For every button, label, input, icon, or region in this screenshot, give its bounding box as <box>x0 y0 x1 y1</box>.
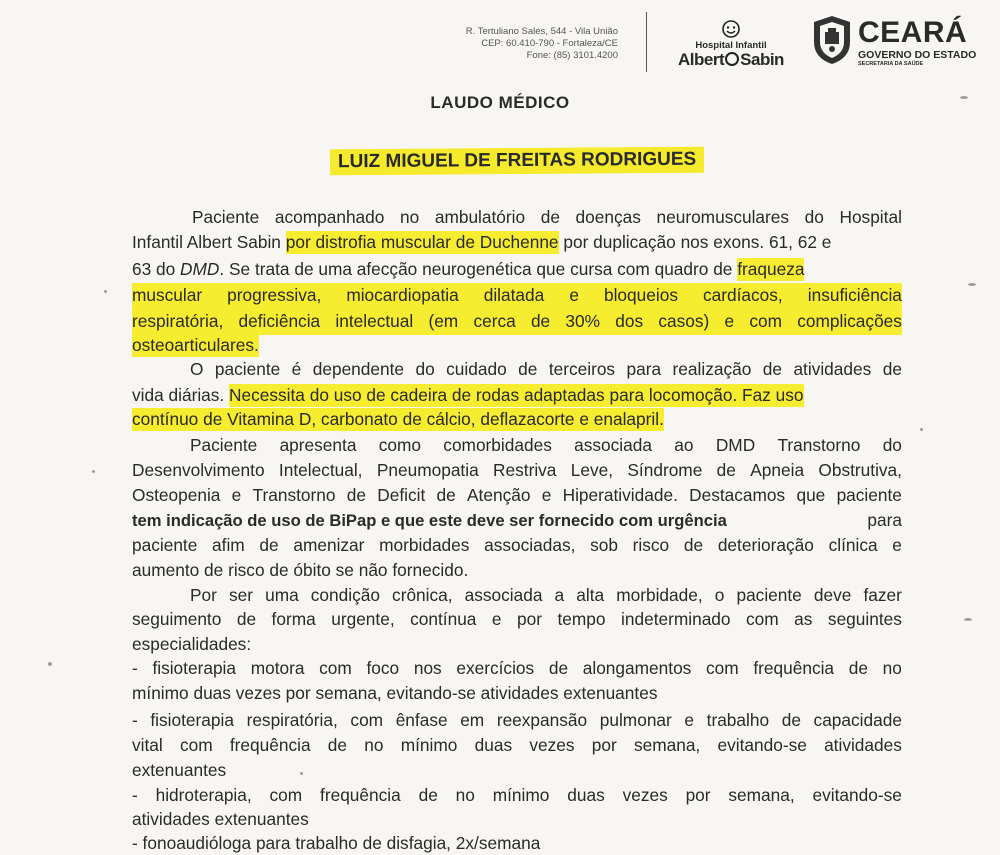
word: com <box>746 609 779 629</box>
paper-speck <box>48 662 52 666</box>
word: é <box>291 359 302 379</box>
word: motora <box>250 658 305 678</box>
text-span: . Se trata de uma afecção neurogenética que cursa com quadro de <box>219 259 738 279</box>
word: muscular <box>132 285 203 305</box>
word: e <box>541 485 552 505</box>
text-span: vida diárias. <box>132 385 225 405</box>
word: de <box>346 485 366 505</box>
word: frequência <box>753 658 835 678</box>
word: atividades <box>824 735 902 755</box>
word: de <box>683 535 704 555</box>
paper-speck <box>104 290 107 293</box>
highlighted-text: Necessita do uso de cadeira de rodas adaptadas para locomoção. Faz uso <box>229 385 804 405</box>
text-span: 63 do <box>132 259 181 279</box>
header-divider <box>646 12 647 72</box>
highlighted-diagnosis: por distrofia muscular de Duchenne <box>285 232 559 252</box>
word: Obstrutiva, <box>818 460 902 480</box>
state-name: CEARÁ <box>858 16 968 49</box>
word: paciente <box>214 359 281 379</box>
word: de <box>327 735 348 755</box>
word: tempo <box>557 609 606 629</box>
word: evitando-se <box>812 785 902 805</box>
word: como <box>378 435 421 455</box>
word: ênfase <box>395 710 448 730</box>
word: ao <box>674 435 694 455</box>
government-logo <box>858 18 988 68</box>
text-span: aumento de risco de óbito se não fornecido. <box>132 560 469 580</box>
word: de <box>540 207 560 227</box>
word: deficiência <box>238 311 321 331</box>
word: de <box>530 311 551 331</box>
highlighted-text: contínuo de Vitamina D, carbonato de cálcio, deflazacorte e enalapril. <box>132 409 664 429</box>
word: condição <box>310 585 380 605</box>
word: seguintes <box>827 609 902 629</box>
word: vezes <box>529 735 575 755</box>
word: a <box>554 585 565 605</box>
word: associada <box>574 435 652 455</box>
word: no <box>400 207 420 227</box>
word: que <box>796 485 826 505</box>
word: indeterminado <box>621 609 731 629</box>
text-line-highlighted <box>132 284 902 307</box>
word: paciente <box>836 485 902 505</box>
hospital-address <box>440 26 618 62</box>
word: cerca <box>473 311 516 331</box>
text-line <box>132 334 902 357</box>
word: do <box>415 359 435 379</box>
word: por <box>685 785 711 805</box>
word: O <box>190 359 204 379</box>
word: forma <box>271 609 316 629</box>
government-label: GOVERNO DO ESTADO <box>858 49 977 61</box>
word: por <box>517 609 543 629</box>
word: (em <box>428 311 459 331</box>
word: de <box>548 658 569 678</box>
word: no <box>455 785 475 805</box>
word: fazer <box>863 585 902 605</box>
word: respiratória, <box>132 311 224 331</box>
word: intelectual <box>335 311 414 331</box>
text-line <box>132 231 902 254</box>
word: crônica, <box>392 585 453 605</box>
word: paciente <box>736 585 802 605</box>
word: afim <box>212 535 245 555</box>
word: amenizar <box>293 535 365 555</box>
word: Paciente <box>190 435 258 455</box>
word: para <box>626 359 662 379</box>
text-line <box>190 358 902 381</box>
paper-speck <box>964 618 972 621</box>
word: pulmonar <box>599 710 672 730</box>
word: dilatada <box>483 285 545 305</box>
word: Transtorno <box>252 485 336 505</box>
word: de <box>518 359 538 379</box>
text-span: extenuantes <box>132 760 227 780</box>
word: - <box>132 658 138 678</box>
word: realização <box>672 359 752 379</box>
word: Paciente <box>192 207 260 227</box>
word: do <box>804 207 824 227</box>
list-item-line <box>132 682 902 705</box>
word: 30% <box>565 311 600 331</box>
document-title: LAUDO MÉDICO <box>430 93 570 112</box>
list-item-line <box>132 734 902 757</box>
word: Osteopenia <box>132 485 221 505</box>
word: ser <box>228 585 253 605</box>
word: do <box>882 435 902 455</box>
word: com <box>319 658 352 678</box>
word: e <box>231 485 242 505</box>
word: de <box>781 710 801 730</box>
word: acompanhado <box>274 207 385 227</box>
state-seal-icon <box>810 14 854 66</box>
text-line <box>192 206 902 229</box>
word: duas <box>474 735 513 755</box>
word: dependente <box>312 359 405 379</box>
word: semana, <box>633 735 701 755</box>
list-item-line <box>132 709 902 732</box>
text-line <box>190 434 902 457</box>
word: bloqueios <box>603 285 678 305</box>
word: DMD <box>715 435 756 455</box>
word: de <box>848 658 868 678</box>
word: deterioração <box>717 535 814 555</box>
list-item-line <box>132 759 902 782</box>
word: cuidado <box>446 359 507 379</box>
secretariat-label: SECRETARIA DA SAÚDE <box>858 61 924 67</box>
word: comorbidades <box>443 435 552 455</box>
word: de <box>259 535 279 555</box>
word: exercícios <box>456 658 535 678</box>
word: o <box>714 585 725 605</box>
word: com <box>179 735 213 755</box>
hospital-logo <box>676 20 786 72</box>
word: de <box>762 359 782 379</box>
word: foco <box>366 658 400 678</box>
word: duas <box>567 785 605 805</box>
word: deve <box>813 585 852 605</box>
word: nos <box>413 658 442 678</box>
word: morbidade, <box>616 585 703 605</box>
word: Intelectual, <box>278 460 363 480</box>
word: trabalho <box>706 710 770 730</box>
word: e <box>491 609 502 629</box>
paper-speck <box>92 470 95 473</box>
word: Desenvolvimento <box>132 460 265 480</box>
word: terceiros <box>548 359 616 379</box>
list-item-line <box>132 808 902 831</box>
text-span: atividades extenuantes <box>132 809 309 829</box>
word: fisioterapia <box>150 710 234 730</box>
text-span: mínimo duas vezes por semana, evitando-se atividades extenuantes <box>132 683 658 703</box>
word: Por <box>190 585 217 605</box>
logo-text: Sabin <box>740 50 784 69</box>
word: por <box>591 735 617 755</box>
text-line <box>132 484 902 507</box>
text-span: - fonoaudióloga para trabalho de disfagia, 2x/semana <box>132 833 541 853</box>
word: Deficit <box>377 485 426 505</box>
text-span: para <box>867 510 902 530</box>
logo-text: Hospital <box>695 40 733 51</box>
word: Hiperatividade. <box>562 485 678 505</box>
word: cardíacos, <box>703 285 783 305</box>
word: Transtorno <box>777 435 861 455</box>
word: progressiva, <box>227 285 322 305</box>
address-line: R. Tertuliano Sales, 544 - Vila União <box>465 26 618 37</box>
word: atividades <box>793 359 872 379</box>
text-line <box>132 633 902 656</box>
word: de <box>418 785 438 805</box>
paper-speck <box>920 428 923 431</box>
word: de <box>716 460 736 480</box>
paper-speck <box>968 283 976 286</box>
word: com <box>350 710 384 730</box>
word: com <box>749 311 782 331</box>
word: em <box>460 710 485 730</box>
logo-text: Albert <box>678 50 725 69</box>
logo-text: Infantil <box>735 40 767 51</box>
word: reexpansão <box>496 710 588 730</box>
word: mínimo <box>492 785 550 805</box>
text-line <box>132 384 902 407</box>
word: de <box>882 359 902 379</box>
word: as <box>794 609 813 629</box>
word: complicações <box>797 311 902 331</box>
highlighted-text: osteoarticulares. <box>132 335 259 355</box>
word: apresenta <box>279 435 357 455</box>
word: hidroterapia, <box>155 785 252 805</box>
bold-text: tem indicação de uso de BiPap e que este deve ser fornecido com urgência <box>132 511 727 530</box>
word: neuromusculares <box>656 207 790 227</box>
text-span: especialidades: <box>132 634 252 654</box>
word: - <box>132 710 138 730</box>
word: mínimo <box>400 735 458 755</box>
text-line <box>132 258 902 281</box>
text-span: Infantil Albert Sabin <box>132 232 281 252</box>
word: de <box>436 485 456 505</box>
hospital-mascot-icon <box>721 20 741 38</box>
text-line <box>190 584 902 607</box>
list-item-line <box>132 657 902 680</box>
word: morbidades <box>379 535 470 555</box>
word: Restriva <box>493 460 557 480</box>
word: insuficiência <box>807 285 902 305</box>
word: associada <box>464 585 543 605</box>
word: risco <box>632 535 670 555</box>
highlighted-text: fraqueza <box>737 259 805 279</box>
word: clínica <box>828 535 878 555</box>
word: associadas, <box>484 535 576 555</box>
word: contínua <box>410 609 477 629</box>
word: e <box>569 285 579 305</box>
word: capacidade <box>813 710 902 730</box>
word: Síndrome <box>627 460 703 480</box>
word: Hospital <box>839 207 902 227</box>
list-item-line <box>132 784 902 807</box>
word: seguimento <box>132 609 222 629</box>
word: e <box>684 710 695 730</box>
word: no <box>364 735 384 755</box>
word: Atenção <box>467 485 531 505</box>
word: e <box>724 311 735 331</box>
word: fisioterapia <box>152 658 237 678</box>
address-line: CEP: 60.410-790 - Fortaleza/CE <box>481 38 618 49</box>
word: com <box>706 658 739 678</box>
word: alongamentos <box>582 658 692 678</box>
word: casos) <box>658 311 710 331</box>
word: com <box>269 785 303 805</box>
word: dos <box>615 311 644 331</box>
text-line <box>132 534 902 557</box>
word: vezes <box>622 785 668 805</box>
text-span: por duplicação nos exons. 61, 62 e <box>563 232 832 252</box>
word: evitando-se <box>717 735 807 755</box>
text-line <box>132 459 902 482</box>
word: frequência <box>229 735 311 755</box>
patient-name: LUIZ MIGUEL DE FREITAS RODRIGUES <box>330 147 704 176</box>
word: semana, <box>728 785 795 805</box>
text-line <box>132 408 902 431</box>
word: sob <box>590 535 618 555</box>
word: - <box>132 785 138 805</box>
word: paciente <box>132 535 198 555</box>
word: de <box>236 609 257 629</box>
word: miocardiopatia <box>346 285 459 305</box>
word: no <box>882 658 902 678</box>
text-line <box>132 608 902 631</box>
word: Leve, <box>570 460 614 480</box>
word: alta <box>576 585 605 605</box>
word: uma <box>265 585 299 605</box>
word: Apneia <box>750 460 805 480</box>
text-line <box>132 559 902 582</box>
text-line-highlighted <box>132 310 902 333</box>
address-line: Fone: (85) 3101.4200 <box>526 50 618 61</box>
word: e <box>892 535 902 555</box>
list-item-line <box>132 832 902 855</box>
word: Destacamos <box>689 485 786 505</box>
text-span-italic: DMD <box>180 259 220 279</box>
text-line <box>132 509 902 532</box>
word: vital <box>132 735 163 755</box>
word: ambulatório <box>434 207 526 227</box>
word: Pneumopatia <box>376 460 479 480</box>
word: urgente, <box>331 609 395 629</box>
word: doenças <box>575 207 641 227</box>
word: respiratória, <box>246 710 338 730</box>
word: frequência <box>320 785 401 805</box>
